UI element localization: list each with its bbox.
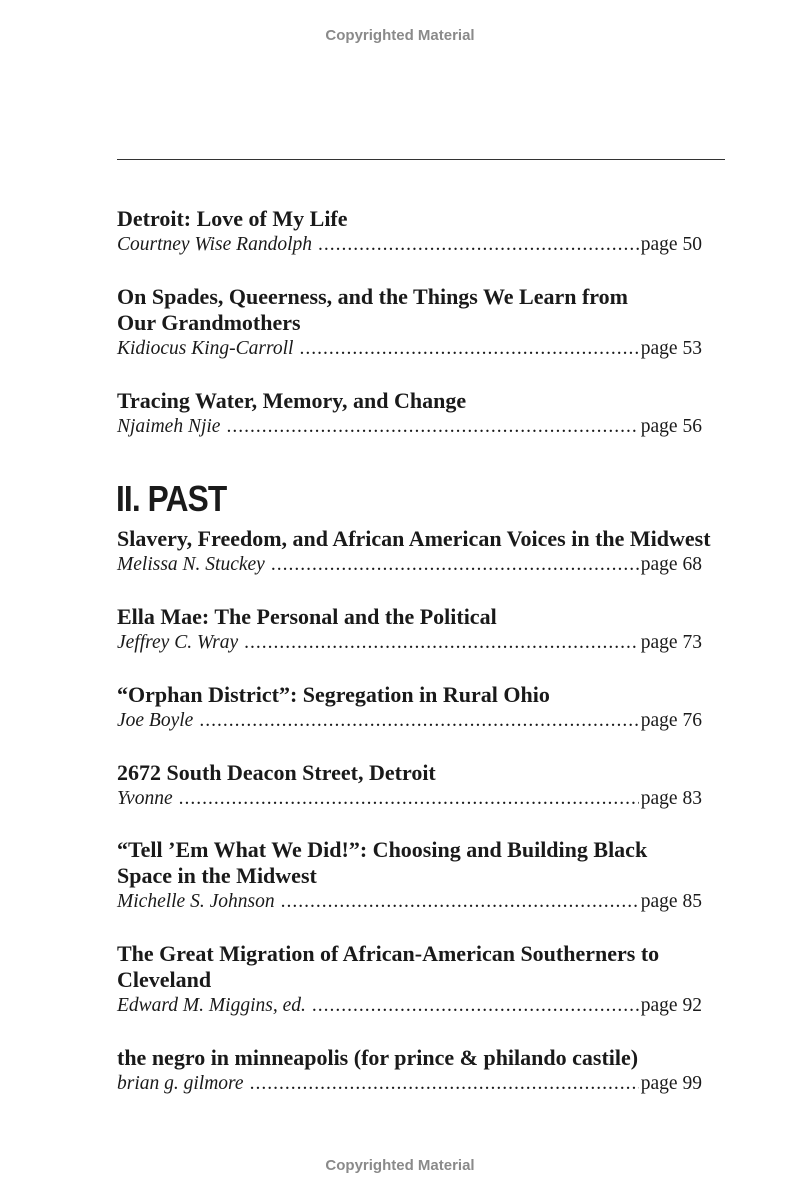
author-line bbox=[117, 414, 702, 440]
entry-author: Yvonne bbox=[117, 788, 173, 809]
entry-title: Slavery, Freedom, and African American Voices in the Midwest bbox=[117, 526, 711, 551]
header-rule bbox=[117, 159, 725, 160]
author-line bbox=[117, 1071, 702, 1097]
dot-leader bbox=[179, 786, 639, 812]
entry-author: Edward M. Miggins, ed. bbox=[117, 995, 306, 1016]
dot-leader bbox=[226, 414, 638, 440]
entry-title: On Spades, Queerness, and the Things We Learn from Our Grandmothers bbox=[117, 284, 628, 335]
entry-page: page 83 bbox=[640, 788, 702, 809]
entry-title: “Tell ’Em What We Did!”: Choosing and Building Black Space in the Midwest bbox=[117, 837, 648, 888]
copyright-watermark-top: Copyrighted Material bbox=[325, 27, 475, 44]
entry-author: Michelle S. Johnson bbox=[117, 891, 275, 912]
entry-page: page 73 bbox=[640, 632, 702, 653]
entry-title: Tracing Water, Memory, and Change bbox=[117, 388, 467, 413]
author-line bbox=[117, 708, 702, 734]
entry-author: Courtney Wise Randolph bbox=[117, 234, 312, 255]
toc-entry bbox=[117, 604, 707, 656]
author-line bbox=[117, 889, 702, 915]
entry-title: Detroit: Love of My Life bbox=[117, 206, 348, 231]
entry-page: page 92 bbox=[640, 995, 702, 1016]
entry-page: page 99 bbox=[640, 1073, 702, 1094]
entry-author: Joe Boyle bbox=[117, 710, 194, 731]
entry-author: brian g. gilmore bbox=[117, 1073, 244, 1094]
dot-leader bbox=[199, 708, 638, 734]
toc-entry bbox=[117, 941, 707, 1019]
dot-leader bbox=[318, 232, 639, 258]
toc-entry bbox=[117, 526, 727, 578]
dot-leader bbox=[244, 630, 639, 656]
entry-title: 2672 South Deacon Street, Detroit bbox=[117, 760, 436, 785]
entry-page: page 76 bbox=[640, 710, 702, 731]
author-line bbox=[117, 232, 702, 258]
copyright-watermark-bottom: Copyrighted Material bbox=[325, 1157, 475, 1174]
toc-entry bbox=[117, 284, 707, 362]
dot-leader bbox=[281, 889, 639, 915]
dot-leader bbox=[250, 1071, 639, 1097]
toc-entry bbox=[117, 1045, 717, 1097]
section-heading: II. PAST bbox=[116, 478, 227, 519]
entry-author: Melissa N. Stuckey bbox=[117, 554, 265, 575]
entry-title: the negro in minneapolis (for prince & philando castile) bbox=[117, 1045, 639, 1070]
dot-leader bbox=[299, 336, 638, 362]
entry-author: Kidiocus King-Carroll bbox=[117, 338, 294, 359]
toc-entry bbox=[117, 760, 707, 812]
author-line bbox=[117, 336, 702, 362]
entry-author: Njaimeh Njie bbox=[117, 416, 221, 437]
author-line bbox=[117, 786, 702, 812]
toc-entry bbox=[117, 682, 707, 734]
entry-title: “Orphan District”: Segregation in Rural Ohio bbox=[117, 682, 550, 707]
author-line bbox=[117, 993, 702, 1019]
entry-page: page 53 bbox=[640, 338, 702, 359]
entry-page: page 56 bbox=[640, 416, 702, 437]
entry-title: Ella Mae: The Personal and the Political bbox=[117, 604, 497, 629]
author-line bbox=[117, 630, 702, 656]
author-line bbox=[117, 552, 702, 578]
entry-page: page 85 bbox=[640, 891, 702, 912]
toc-entry bbox=[117, 837, 707, 915]
dot-leader bbox=[312, 993, 639, 1019]
entry-page: page 50 bbox=[640, 234, 702, 255]
dot-leader bbox=[271, 552, 639, 578]
toc-entry bbox=[117, 388, 707, 440]
entry-author: Jeffrey C. Wray bbox=[117, 632, 239, 653]
entry-title: The Great Migration of African-American Southerners to Cleveland bbox=[117, 941, 660, 992]
entry-page: page 68 bbox=[640, 554, 702, 575]
toc-entry bbox=[117, 206, 707, 258]
